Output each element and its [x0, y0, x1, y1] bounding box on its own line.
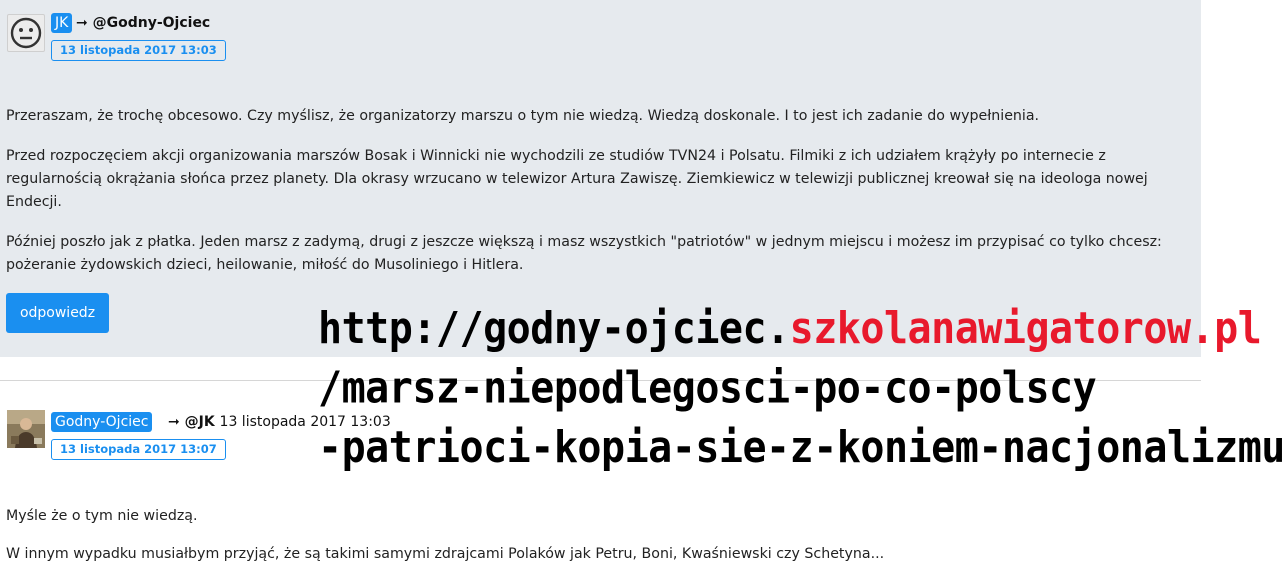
user-photo-avatar: [7, 410, 45, 448]
author-link[interactable]: JK: [51, 13, 72, 33]
reply-to-label[interactable]: ➞ @JK 13 listopada 2017 13:03: [168, 414, 391, 430]
reply-button[interactable]: odpowiedz: [6, 293, 109, 333]
comment-paragraph: Myśle że o tym nie wiedzą.: [6, 508, 198, 524]
comment-paragraph: Później poszło jak z płatka. Jeden marsz z zadymą, drugi z jeszcze większą i masz wszystkich "patriotów" w jednym miejscu i możesz im przypisać co tylko chcesz: pożeranie żydowskich dzieci, heilowanie, miłość do Musoliniego i Hitlera.: [6, 234, 1162, 273]
reply-to-label[interactable]: ➞ @Godny-Ojciec: [76, 15, 211, 31]
smiley-avatar-icon: [7, 14, 45, 52]
author-link[interactable]: Godny-Ojciec: [51, 412, 152, 432]
comment-date-badge[interactable]: 13 listopada 2017 13:07: [51, 439, 226, 460]
url-overlay-watermark: [318, 300, 1285, 478]
comment-paragraph: W innym wypadku musiałbym przyjąć, że są takimi samymi zdrajcami Polaków jak Petru, Boni, Kwaśniewski czy Schetyna...: [6, 546, 885, 562]
reply-arrow-icon: ➞: [168, 414, 180, 430]
comment-date-badge[interactable]: 13 listopada 2017 13:03: [51, 40, 226, 61]
url-line-1: http://godny-ojciec.szkolanawigatorow.pl: [318, 304, 1262, 354]
reply-arrow-icon: ➞: [76, 15, 88, 31]
url-line-2: /marsz-niepodlegosci-po-co-polscy: [318, 363, 1097, 414]
reply-to-date: 13 listopada 2017 13:03: [219, 414, 391, 430]
url-line-3: -patrioci-kopia-sie-z-koniem-nacjonalizmu: [318, 423, 1285, 473]
comment-paragraph: Przed rozpoczęciem akcji organizowania marszów Bosak i Winnicki nie wychodzili ze studiów TVN24 i Polsatu. Filmiki z ich udziałem krążyły po internecie z regularnością okrążania słońca przez planety. Dla okrasy wrzucano w telewizor Artura Zawiszę. Ziemkiewicz w telewizji publicznej kreował się na ideologa nowej Endecji.: [6, 148, 1148, 210]
comment-paragraph: Przeraszam, że trochę obcesowo. Czy myślisz, że organizatorzy marszu o tym nie wiedzą. Wiedzą doskonale. I to jest ich zadanie do wypełnienia.: [6, 108, 1040, 124]
